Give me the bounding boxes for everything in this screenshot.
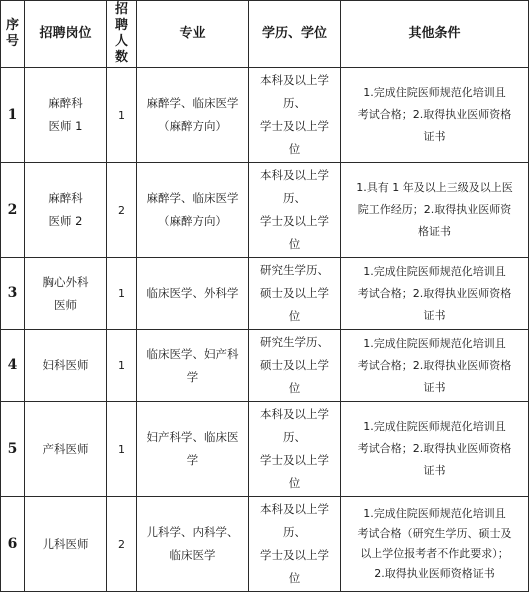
row-index: 6 [1, 497, 25, 592]
row-education: 本科及以上学 历、 学士及以上学 位 [249, 497, 341, 592]
table-row [1, 497, 529, 592]
row-education: 研究生学历、 硕士及以上学 位 [249, 330, 341, 402]
table-row [1, 68, 529, 163]
row-education: 研究生学历、 硕士及以上学 位 [249, 258, 341, 330]
row-education: 本科及以上学 历、 学士及以上学 位 [249, 163, 341, 258]
row-major: 临床医学、妇产科 学 [137, 330, 249, 402]
row-major: 麻醉学、临床医学 （麻醉方向） [137, 163, 249, 258]
table-row [1, 330, 529, 402]
row-position: 儿科医师 [25, 497, 107, 592]
row-count: 2 [107, 163, 137, 258]
row-major: 临床医学、外科学 [137, 258, 249, 330]
row-conditions: 1.完成住院医师规范化培训且 考试合格；2.取得执业医师资格 证书 [341, 330, 529, 402]
row-index: 2 [1, 163, 25, 258]
row-education: 本科及以上学 历、 学士及以上学 位 [249, 68, 341, 163]
header-education: 学历、学位 [249, 1, 341, 68]
row-position: 麻醉科 医师 1 [25, 68, 107, 163]
row-conditions: 1.具有 1 年及以上三级及以上医 院工作经历；2.取得执业医师资 格证书 [341, 163, 529, 258]
row-index: 1 [1, 68, 25, 163]
header-position: 招聘岗位 [25, 1, 107, 68]
header-index: 序 号 [1, 1, 25, 68]
row-major: 麻醉学、临床医学 （麻醉方向） [137, 68, 249, 163]
row-count: 1 [107, 402, 137, 497]
row-count: 2 [107, 497, 137, 592]
row-position: 妇科医师 [25, 330, 107, 402]
row-position: 胸心外科 医师 [25, 258, 107, 330]
row-count: 1 [107, 330, 137, 402]
row-conditions: 1.完成住院医师规范化培训且 考试合格；2.取得执业医师资格 证书 [341, 402, 529, 497]
header-conditions: 其他条件 [341, 1, 529, 68]
row-major: 妇产科学、临床医 学 [137, 402, 249, 497]
header-major: 专业 [137, 1, 249, 68]
row-index: 4 [1, 330, 25, 402]
header-row [1, 1, 529, 68]
row-count: 1 [107, 258, 137, 330]
table-row [1, 258, 529, 330]
row-position: 麻醉科 医师 2 [25, 163, 107, 258]
table-row [1, 163, 529, 258]
table-row [1, 402, 529, 497]
row-conditions: 1.完成住院医师规范化培训且 考试合格（研究生学历、硕士及 以上学位报考者不作此要求）； 2.取得执业医师资格证书 [341, 497, 529, 592]
row-major: 儿科学、内科学、 临床医学 [137, 497, 249, 592]
row-count: 1 [107, 68, 137, 163]
row-position: 产科医师 [25, 402, 107, 497]
row-index: 3 [1, 258, 25, 330]
row-conditions: 1.完成住院医师规范化培训且 考试合格；2.取得执业医师资格 证书 [341, 258, 529, 330]
header-count: 招聘 人数 [107, 1, 137, 68]
row-conditions: 1.完成住院医师规范化培训且 考试合格；2.取得执业医师资格 证书 [341, 68, 529, 163]
row-index: 5 [1, 402, 25, 497]
row-education: 本科及以上学 历、 学士及以上学 位 [249, 402, 341, 497]
